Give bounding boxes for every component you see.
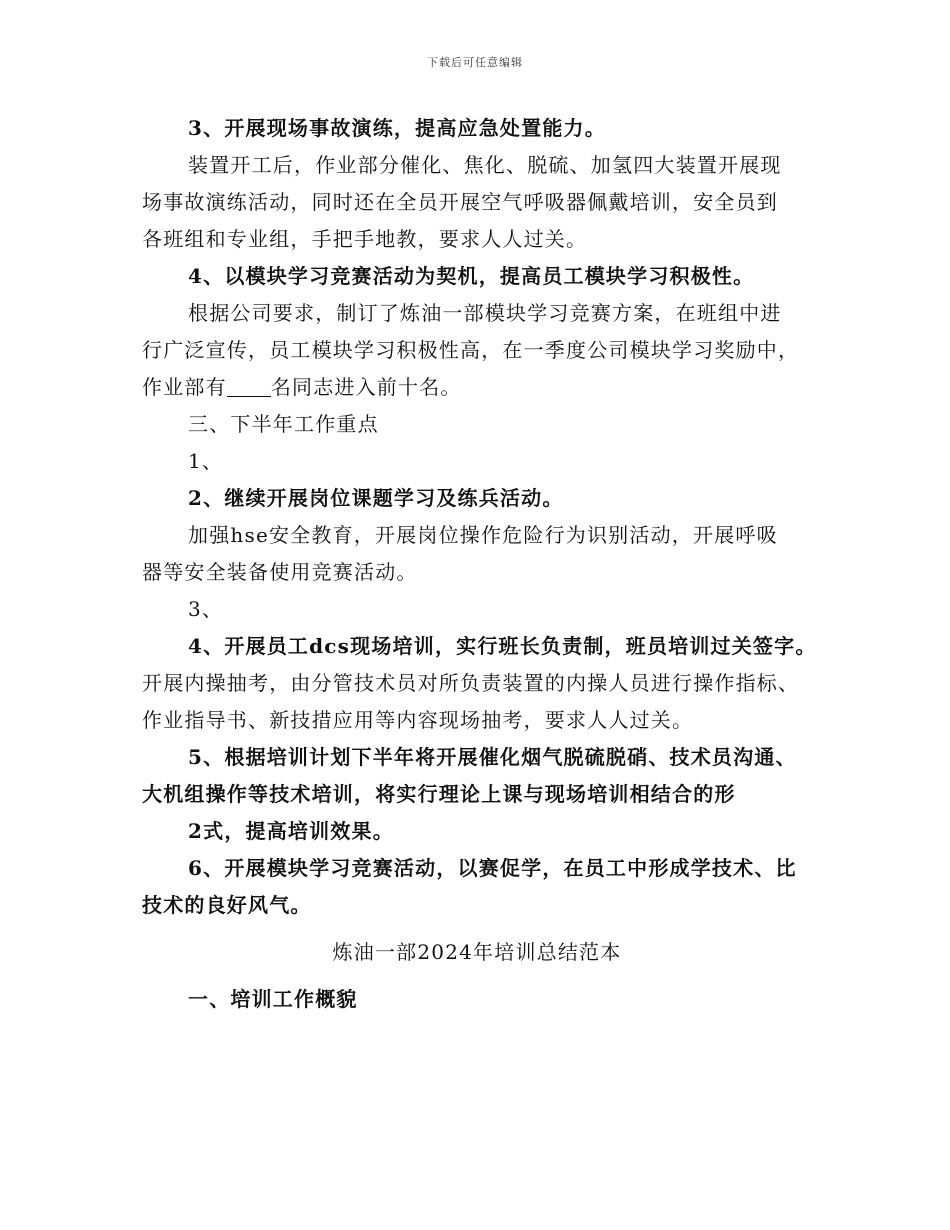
list-item-continuation: 2式，提高培训效果。 [188, 819, 394, 843]
paragraph-line: 开展内操抽考，由分管技术员对所负责装置的内操人员进行操作指标、 [142, 671, 800, 695]
blank-suffix: 名同志进入前十名。 [270, 375, 462, 399]
paragraph-line: 行广泛宣传，员工模块学习积极性高，在一季度公司模块学习奖励中， [142, 338, 800, 362]
document-title: 炼油一部2024年培训总结范本 [332, 940, 622, 964]
paragraph-line: 加强hse安全教育，开展岗位操作危险行为识别活动，开展呼吸 [188, 523, 778, 547]
blank-prefix: 作业部有 [142, 375, 227, 399]
paragraph-line-with-blank [142, 369, 812, 406]
paragraph-line: 根据公司要求，制订了炼油一部模块学习竞赛方案，在班组中进 [188, 301, 782, 325]
list-item-continuation: 大机组操作等技术培训，将实行理论上课与现场培训相结合的形 [142, 782, 736, 806]
list-item: 1、 [188, 449, 224, 473]
document-body [142, 110, 817, 1018]
p1-heading: 3、开展现场事故演练，提高应急处置能力。 [188, 116, 606, 140]
list-item: 3、 [188, 597, 224, 621]
list-item-heading: 4、开展员工dcs现场培训，实行班长负责制，班员培训过关签字。 [188, 634, 817, 658]
section-heading: 一、培训工作概貌 [188, 987, 358, 1011]
p2-heading: 4、以模块学习竞赛活动为契机，提高员工模块学习积极性。 [188, 264, 755, 288]
paragraph-line: 场事故演练活动，同时还在全员开展空气呼吸器佩戴培训，安全员到 [142, 190, 778, 214]
paragraph-line: 作业指导书、新技措应用等内容现场抽考，要求人人过关。 [142, 708, 694, 732]
paragraph-line: 器等安全装备使用竞赛活动。 [142, 560, 418, 584]
paragraph-line: 装置开工后，作业部分催化、焦化、脱硫、加氢四大装置开展现 [188, 153, 782, 177]
list-item-heading: 5、根据培训计划下半年将开展催化烟气脱硫脱硝、技术员沟通、 [188, 745, 797, 769]
list-item-heading: 2、继续开展岗位课题学习及练兵活动。 [188, 486, 564, 510]
section-heading: 三、下半年工作重点 [188, 412, 379, 436]
list-item-continuation: 技术的良好风气。 [142, 893, 312, 917]
list-item-heading: 6、开展模块学习竞赛活动，以赛促学，在员工中形成学技术、比 [188, 856, 797, 880]
paragraph-line: 各班组和专业组，手把手地教，要求人人过关。 [142, 227, 588, 251]
header-note: 下载后可任意编辑 [427, 56, 523, 69]
fill-in-blank [227, 376, 271, 397]
